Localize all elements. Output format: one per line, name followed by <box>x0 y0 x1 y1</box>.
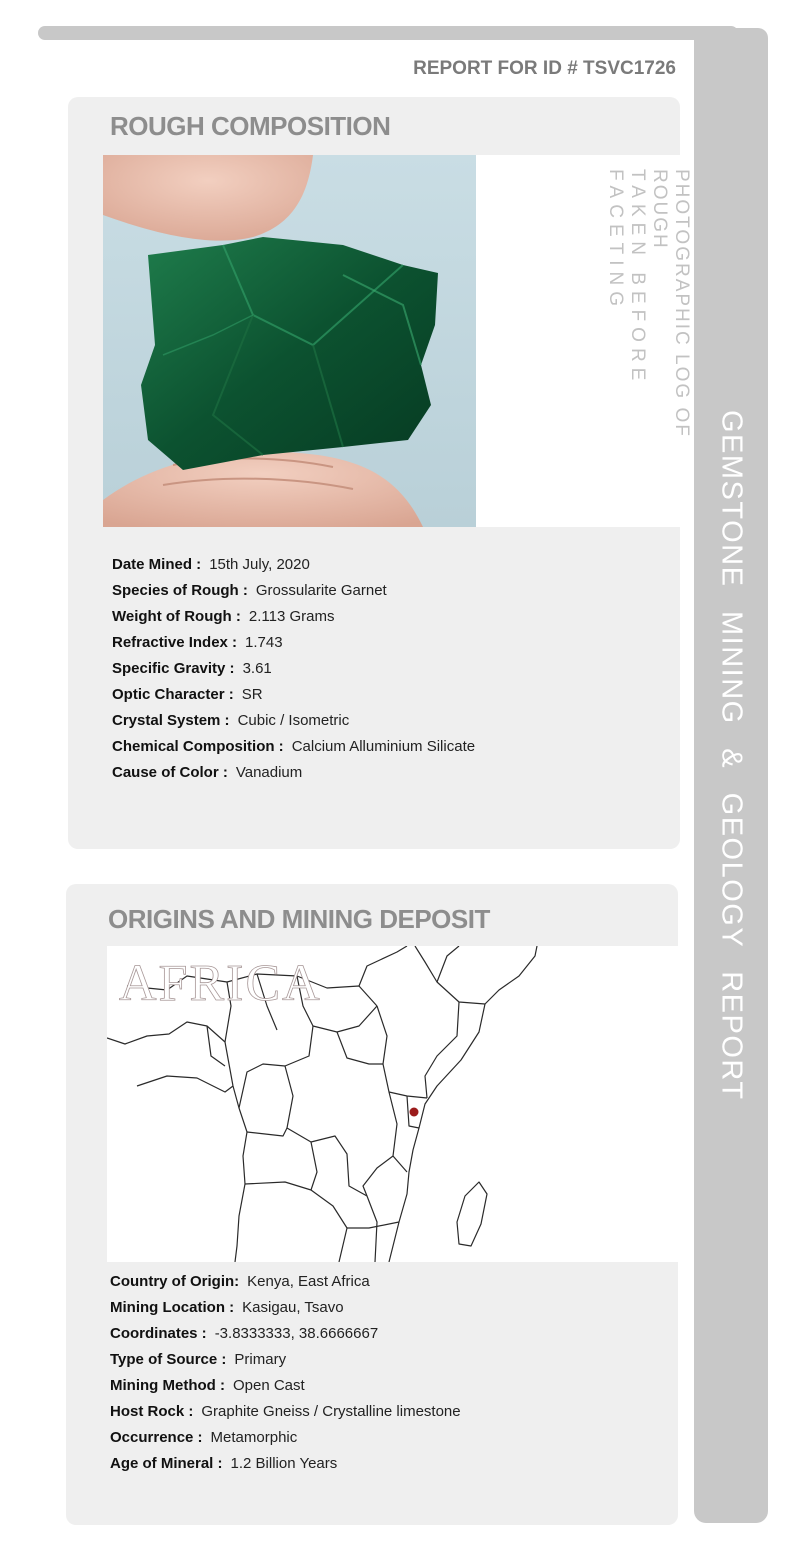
info-label: Chemical Composition : <box>112 738 284 755</box>
info-value: 1.743 <box>245 634 283 651</box>
side-title <box>694 409 768 1101</box>
info-label: Optic Character : <box>112 686 234 703</box>
info-row-cause-of-color <box>112 764 475 790</box>
top-decor-bar <box>38 26 738 40</box>
info-row-optic-character <box>112 686 475 712</box>
info-value: Cubic / Isometric <box>237 712 350 729</box>
info-row-refractive-index <box>112 634 475 660</box>
origins-title: ORIGINS AND MINING DEPOSIT <box>108 904 490 934</box>
info-row-coordinates <box>110 1325 461 1351</box>
info-row-specific-gravity <box>112 660 475 686</box>
info-row-species <box>112 582 475 608</box>
info-label: Host Rock : <box>110 1403 194 1420</box>
info-value: 2.113 Grams <box>248 608 335 625</box>
photo-caption-line-2: TAKEN BEFORE FACETING <box>605 169 648 387</box>
info-value: Graphite Gneiss / Crystalline limestone <box>201 1403 461 1420</box>
info-label: Age of Mineral : <box>110 1455 223 1472</box>
info-row-mining-location <box>110 1299 461 1325</box>
report-id: REPORT FOR ID # TSVC1726 <box>413 58 676 79</box>
info-value: Calcium Alluminium Silicate <box>291 738 476 755</box>
info-label: Refractive Index : <box>112 634 238 651</box>
rough-photo-area <box>103 155 692 527</box>
photo-caption-line-1: PHOTOGRAPHIC LOG OF ROUGH <box>649 169 692 438</box>
info-label: Country of Origin: <box>110 1273 240 1290</box>
info-label: Cause of Color : <box>112 764 228 781</box>
info-row-occurrence <box>110 1429 461 1455</box>
info-value: -3.8333333, 38.6666667 <box>214 1325 379 1342</box>
info-label: Type of Source : <box>110 1351 227 1368</box>
info-row-chemical-composition <box>112 738 475 764</box>
info-value: 3.61 <box>242 660 272 677</box>
info-value: 1.2 Billion Years <box>230 1455 338 1472</box>
info-label: Mining Location : <box>110 1299 235 1316</box>
info-value: Open Cast <box>232 1377 305 1394</box>
origins-info-list <box>110 1273 461 1481</box>
info-value: Vanadium <box>235 764 303 781</box>
map-label-africa: AFRICA <box>119 955 322 1012</box>
info-value: Grossularite Garnet <box>255 582 387 599</box>
info-label: Species of Rough : <box>112 582 248 599</box>
info-row-crystal-system <box>112 712 475 738</box>
rough-info-list <box>112 556 475 790</box>
info-value: Kenya, East Africa <box>247 1273 370 1290</box>
info-label: Specific Gravity : <box>112 660 235 677</box>
side-title-text: GEMSTONE MINING & GEOLOGY REPORT <box>715 409 748 1101</box>
info-label: Weight of Rough : <box>112 608 241 625</box>
info-row-host-rock <box>110 1403 461 1429</box>
africa-map <box>107 946 678 1262</box>
info-row-weight <box>112 608 475 634</box>
info-value: Metamorphic <box>210 1429 298 1446</box>
info-value: Kasigau, Tsavo <box>242 1299 344 1316</box>
info-label: Crystal System : <box>112 712 230 729</box>
info-row-country <box>110 1273 461 1299</box>
rough-composition-title: ROUGH COMPOSITION <box>110 111 391 141</box>
origins-card <box>66 884 678 1525</box>
map-borders <box>107 946 678 1262</box>
info-row-age-of-mineral <box>110 1455 461 1481</box>
info-label: Occurrence : <box>110 1429 203 1446</box>
rough-composition-card <box>68 97 692 849</box>
info-label: Coordinates : <box>110 1325 207 1342</box>
photo-caption <box>605 169 692 509</box>
deposit-location-marker <box>410 1108 419 1117</box>
info-value: 15th July, 2020 <box>209 556 310 573</box>
info-row-type-of-source <box>110 1351 461 1377</box>
rough-gem-photo <box>103 155 476 527</box>
info-value: Primary <box>234 1351 287 1368</box>
info-label: Date Mined : <box>112 556 202 573</box>
info-value: SR <box>241 686 263 703</box>
info-row-date-mined <box>112 556 475 582</box>
info-label: Mining Method : <box>110 1377 225 1394</box>
info-row-mining-method <box>110 1377 461 1403</box>
